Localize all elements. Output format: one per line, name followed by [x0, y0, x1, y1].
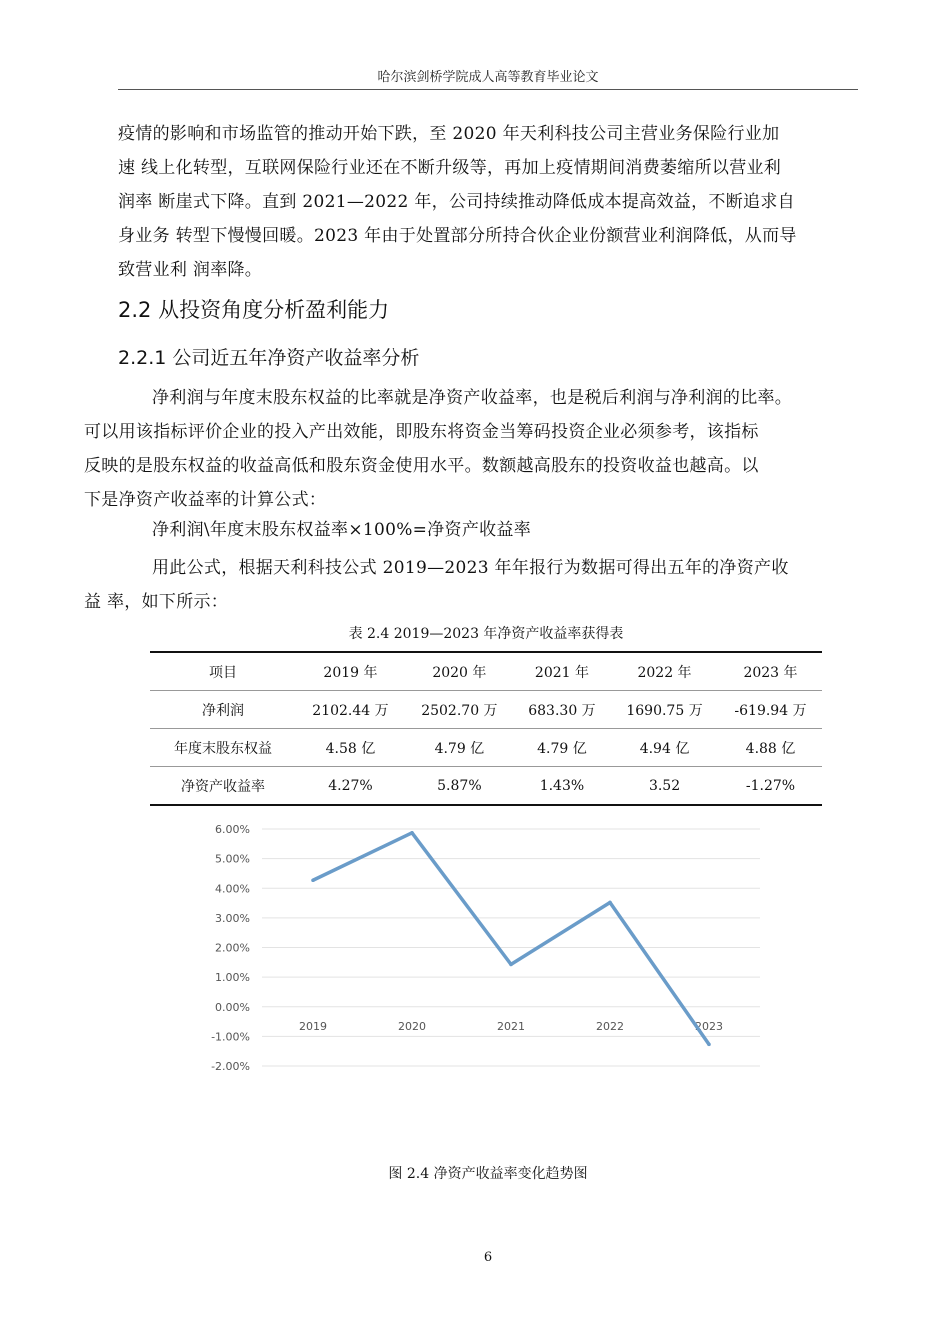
x-tick-label: 2020	[398, 1019, 426, 1033]
y-tick-label: 1.00%	[215, 971, 250, 985]
series-line	[313, 833, 709, 1045]
table-header-row	[150, 652, 822, 691]
y-tick-label: 5.00%	[215, 852, 250, 866]
table-cell: 2502.70 万	[405, 691, 514, 729]
table-row	[150, 729, 822, 767]
text-line: 致营业利 润率降。	[118, 260, 263, 280]
paragraph-3	[84, 551, 860, 619]
text-line: 下是净资产收益率的计算公式：	[84, 490, 327, 510]
x-tick-label: 2022	[596, 1019, 624, 1033]
formula: 净利润\年度末股东权益率×100%=净资产收益率	[152, 520, 532, 540]
text-line: 反映的是股东权益的收益高低和股东资金使用水平。数额越高股东的投资收益也越高。以	[84, 456, 759, 476]
table-cell: 1690.75 万	[610, 691, 719, 729]
text-line: 速 线上化转型，互联网保险行业还在不断升级等，再加上疫情期间消费萎缩所以营业利	[118, 158, 782, 178]
y-tick-label: 2.00%	[215, 941, 250, 955]
table-cell: 年度末股东权益	[150, 729, 296, 767]
text-line: 疫情的影响和市场监管的推动开始下跌，至 2020 年天利科技公司主营业务保险行业加	[118, 124, 780, 144]
x-tick-label: 2019	[299, 1019, 327, 1033]
text-line: 身业务 转型下慢慢回暖。2023 年由于处置部分所持合伙企业份额营业利润降低，从而导	[118, 226, 797, 246]
table-cell: 净资产收益率	[150, 767, 296, 806]
table-cell: 3.52	[610, 767, 719, 806]
y-tick-label: 4.00%	[215, 882, 250, 896]
table-caption: 表 2.4 2019—2023 年净资产收益率获得表	[348, 626, 624, 642]
table-row	[150, 691, 822, 729]
running-header: 哈尔滨剑桥学院成人高等教育毕业论文	[377, 70, 599, 85]
x-tick-label: 2021	[497, 1019, 525, 1033]
table-cell: 5.87%	[405, 767, 514, 806]
text-line: 益 率，如下所示：	[84, 592, 229, 612]
data-point	[311, 878, 315, 882]
table-cell: 4.79 亿	[405, 729, 514, 767]
table-cell: 净利润	[150, 691, 296, 729]
page-number: 6	[483, 1250, 493, 1265]
table-row	[150, 767, 822, 806]
table-header-cell: 2022 年	[610, 652, 719, 691]
x-tick-label: 2023	[695, 1019, 723, 1033]
data-point	[608, 901, 612, 905]
table-header-cell: 2023 年	[719, 652, 822, 691]
section-heading-2-2: 2.2 从投资角度分析盈利能力	[118, 298, 390, 322]
table-cell: 683.30 万	[514, 691, 610, 729]
figure-caption: 图 2.4 净资产收益率变化趋势图	[388, 1166, 588, 1182]
paragraph-2	[84, 381, 860, 517]
table-cell: 4.94 亿	[610, 729, 719, 767]
y-tick-label: 6.00%	[215, 823, 250, 836]
table-cell: 4.58 亿	[296, 729, 405, 767]
data-point	[410, 831, 414, 835]
y-tick-label: 0.00%	[215, 1000, 250, 1014]
table-cell: 4.27%	[296, 767, 405, 806]
text-line: 润率 断崖式下降。直到 2021—2022 年，公司持续推动降低成本提高效益，不断追求自	[118, 192, 795, 212]
text-line: 净利润与年度末股东权益的比率就是净资产收益率，也是税后利润与净利润的比率。	[152, 388, 793, 408]
table-header-cell: 2019 年	[296, 652, 405, 691]
roe-line-chart	[200, 805, 770, 1095]
text-line: 用此公式，根据天利科技公式 2019—2023 年年报行为数据可得出五年的净资产收	[152, 558, 789, 578]
table-cell: 2102.44 万	[296, 691, 405, 729]
table-cell: 4.79 亿	[514, 729, 610, 767]
paragraph-1	[118, 117, 860, 287]
data-point	[509, 963, 513, 967]
section-heading-2-2-1: 2.2.1 公司近五年净资产收益率分析	[118, 347, 420, 369]
y-tick-label: -2.00%	[211, 1060, 250, 1073]
data-point	[707, 1043, 711, 1047]
y-tick-label: -1.00%	[211, 1030, 250, 1044]
y-tick-label: 3.00%	[215, 911, 250, 925]
table-header-cell: 2021 年	[514, 652, 610, 691]
text-line: 可以用该指标评价企业的投入产出效能，即股东将资金当筹码投资企业必须参考，该指标	[84, 422, 759, 442]
table-header-cell: 项目	[150, 652, 296, 691]
header-rule	[118, 89, 858, 90]
table-cell: -1.27%	[719, 767, 822, 806]
roe-table	[150, 651, 822, 806]
table-cell: -619.94 万	[719, 691, 822, 729]
table-cell: 1.43%	[514, 767, 610, 806]
table-header-cell: 2020 年	[405, 652, 514, 691]
table-cell: 4.88 亿	[719, 729, 822, 767]
